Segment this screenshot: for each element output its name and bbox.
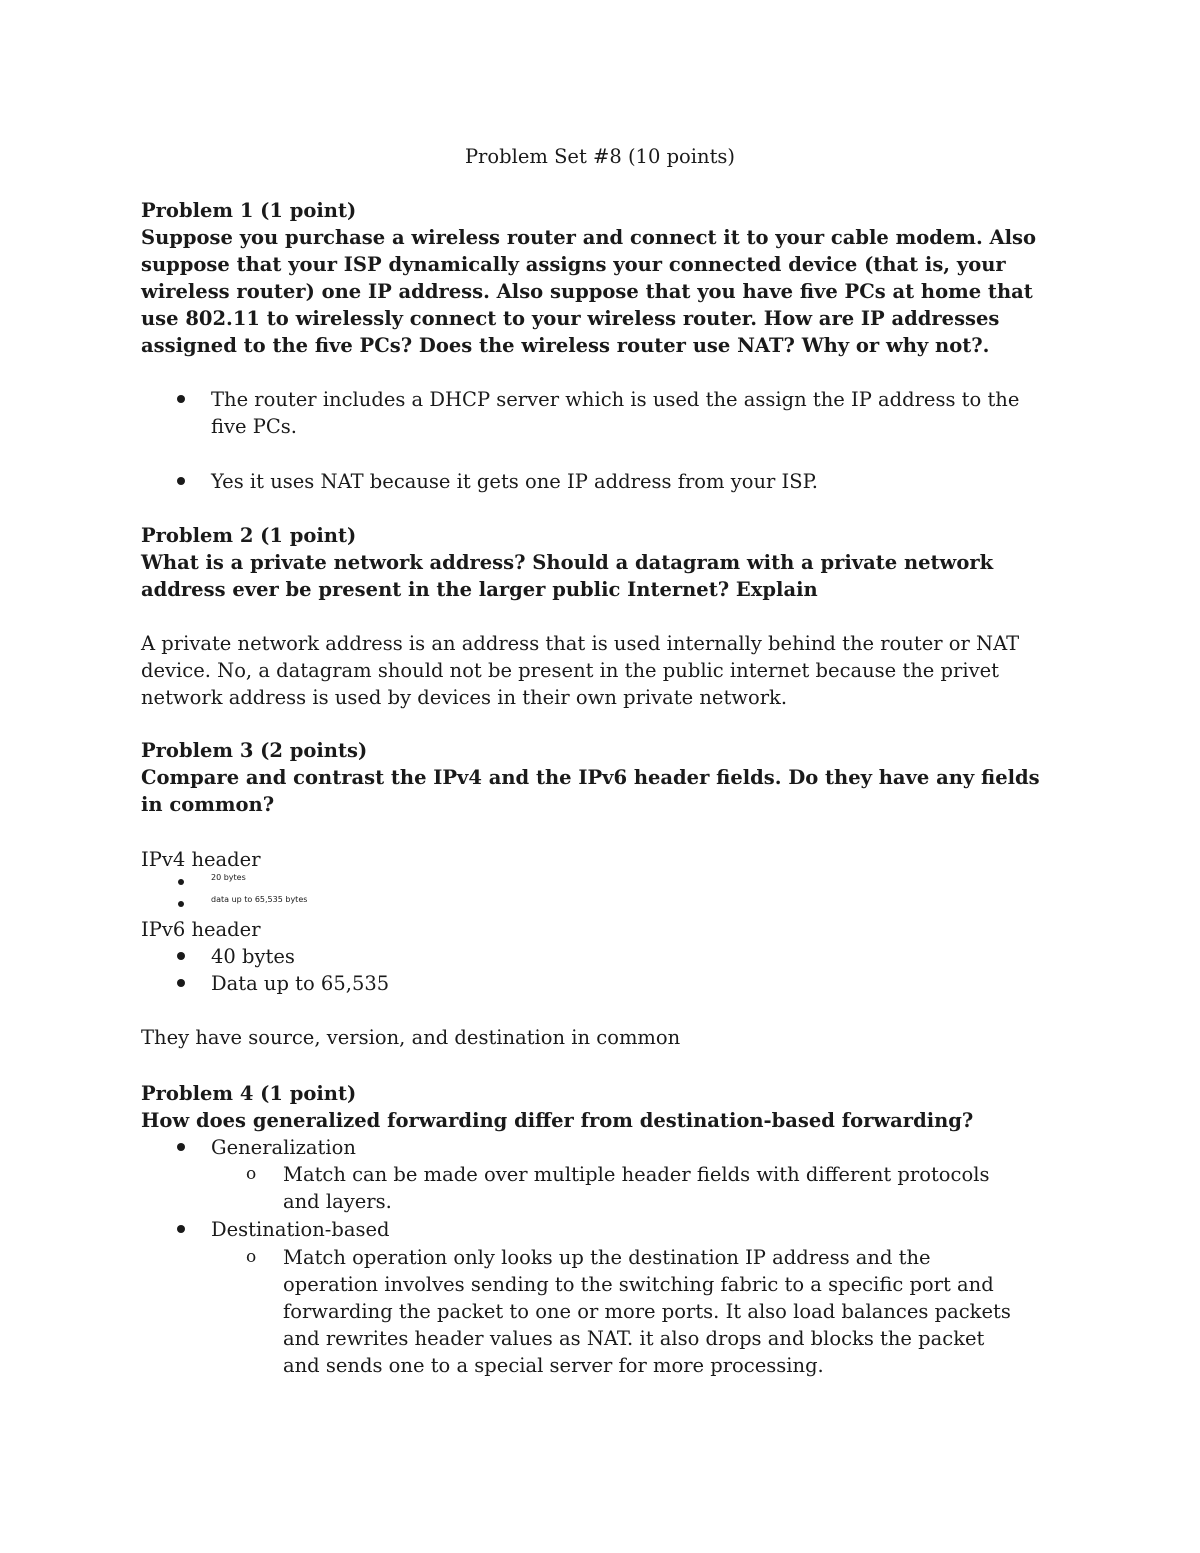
problem-1-answer-1: The router includes a DHCP server which is used the assign the IP address to the five PCs. <box>211 388 1020 438</box>
ipv4-label: IPv4 header <box>141 848 261 871</box>
bullet-icon <box>178 879 184 885</box>
problem-2-question: What is a private network address? Should a datagram with a private network address ever be present in the larger public Internet? Explain <box>141 551 994 601</box>
sub-bullet-marker: o <box>246 1247 257 1267</box>
bullet-icon <box>177 979 185 987</box>
ipv6-label: IPv6 header <box>141 918 261 941</box>
ipv6-item-1: 40 bytes <box>211 945 295 968</box>
bullet-icon <box>177 477 185 485</box>
problem-3-question: Compare and contrast the IPv4 and the IPv6 header fields. Do they have any fields in common? <box>141 766 1040 816</box>
problem-4-item-1-detail: Match can be made over multiple header fields with different protocols and layers. <box>283 1163 990 1213</box>
sub-bullet-marker: o <box>246 1164 257 1184</box>
bullet-icon <box>177 1143 185 1151</box>
problem-1-heading: Problem 1 (1 point) <box>141 199 357 222</box>
bullet-icon <box>178 901 184 907</box>
page-title: Problem Set #8 (10 points) <box>464 145 736 168</box>
bullet-icon <box>177 1225 185 1233</box>
problem-4-heading: Problem 4 (1 point) <box>141 1082 357 1105</box>
problem-4-item-1-label: Generalization <box>211 1136 356 1159</box>
problem-3-heading: Problem 3 (2 points) <box>141 739 368 762</box>
problem-4-question: How does generalized forwarding differ from destination-based forwarding? <box>141 1109 974 1132</box>
ipv6-item-2: Data up to 65,535 <box>211 972 390 995</box>
problem-3-conclusion: They have source, version, and destination in common <box>141 1026 681 1049</box>
problem-4-item-2-detail: Match operation only looks up the destination IP address and the operation involves sending to the switching fabric to a specific port and forwarding the packet to one or more ports. It also load balances packets and rewrites header values as NAT. it also drops and blocks the packet and sends one to a special server for more processing. <box>283 1246 1011 1377</box>
problem-1-answer-2: Yes it uses NAT because it gets one IP address from your ISP. <box>211 470 818 493</box>
bullet-icon <box>177 952 185 960</box>
bullet-icon <box>177 395 185 403</box>
problem-4-item-2-label: Destination-based <box>211 1218 390 1241</box>
problem-2-answer: A private network address is an address that is used internally behind the router or NAT device. No, a datagram should not be present in the public internet because the privet network address is used by devices in their own private network. <box>141 632 1020 709</box>
problem-2-heading: Problem 2 (1 point) <box>141 524 357 547</box>
ipv4-item-2: data up to 65,535 bytes <box>211 895 308 904</box>
ipv4-item-1: 20 bytes <box>211 873 246 882</box>
problem-1-question: Suppose you purchase a wireless router and connect it to your cable modem. Also suppose that your ISP dynamically assigns your connected device (that is, your wireless router) one IP address. Also suppose that you have five PCs at home that use 802.11 to wirelessly connect to your wireless router. How are IP addresses assigned to the five PCs? Does the wireless router use NAT? Why or why not?. <box>141 226 1037 357</box>
